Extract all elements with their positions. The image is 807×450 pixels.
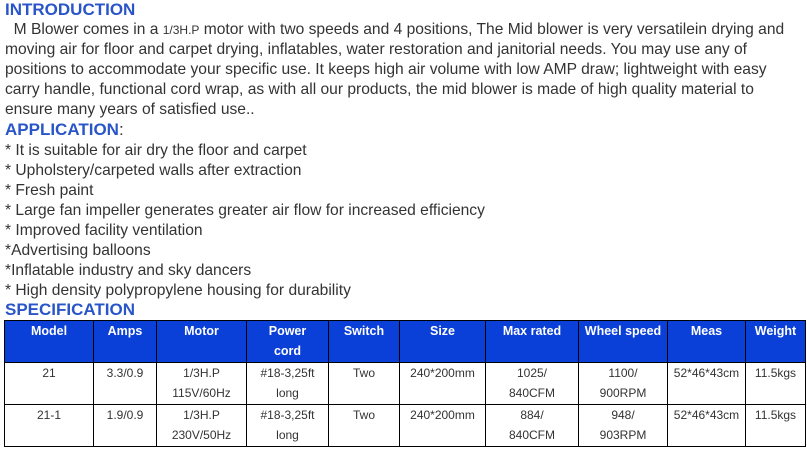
cell-amps: 3.3/0.9 — [94, 363, 157, 405]
power-cord-line2: cord — [273, 344, 302, 358]
list-item: * Upholstery/carpeted walls after extraction — [5, 162, 302, 179]
list-item: *Inflatable industry and sky dancers — [5, 262, 252, 279]
table-row — [5, 363, 806, 405]
cord-line2: long — [276, 386, 299, 400]
col-header-meas: Meas — [668, 321, 746, 363]
cell-model: 21 — [5, 363, 94, 405]
cell-power-cord — [247, 405, 329, 447]
application-heading-label: APPLICATION — [5, 120, 119, 139]
col-header-weight: Weight — [746, 321, 806, 363]
cell-power-cord — [247, 363, 329, 405]
col-header-wheel-speed: Wheel speed — [579, 321, 668, 363]
intro-text-rest: motor with two speeds and 4 positions, The Mid blower is very versatilein drying and moving air for floor and carpet drying, inflatables, water restoration and janitorial needs. You may use any of positions to accommodate your specific use. It keeps high air volume with low AMP draw; lightweight with easy carry handle, functional cord wrap, as with all our products, the mid blower is made of high quality material to ensure many years of satisfied use.. — [5, 21, 785, 118]
cell-max-rated — [486, 363, 579, 405]
speed-line2: 903RPM — [599, 428, 647, 442]
cell-weight: 11.5kgs — [746, 405, 806, 447]
speed-line1: 1100/ — [608, 366, 638, 380]
power-cord-line1: Power — [268, 324, 307, 338]
list-item: * High density polypropylene housing for durability — [5, 282, 351, 299]
table-header-row — [5, 321, 806, 363]
cell-meas: 52*46*43cm — [668, 363, 746, 405]
speed-line2: 900RPM — [599, 386, 647, 400]
rated-line1: 1025/ — [516, 366, 548, 380]
application-list — [5, 141, 485, 301]
col-header-max-rated: Max rated — [486, 321, 579, 363]
intro-text-lead: M Blower comes in a — [5, 21, 163, 38]
motor-line1: 1/3H.P — [183, 408, 220, 422]
cell-meas: 52*46*43cm — [668, 405, 746, 447]
list-item: * Fresh paint — [5, 182, 94, 199]
cell-size: 240*200mm — [400, 405, 486, 447]
intro-hp-label: 1/3H.P — [162, 23, 200, 37]
list-item: * Large fan impeller generates greater air flow for increased efficiency — [5, 202, 485, 219]
motor-line2: 115V/60Hz — [172, 386, 231, 400]
specification-heading: SPECIFICATION — [5, 300, 136, 319]
table-row — [5, 405, 806, 447]
col-header-motor: Motor — [157, 321, 247, 363]
introduction-heading: INTRODUCTION — [5, 0, 136, 19]
speed-line1: 948/ — [611, 408, 635, 422]
cell-switch: Two — [329, 405, 400, 447]
col-header-size: Size — [400, 321, 486, 363]
application-heading — [5, 120, 124, 140]
col-header-power-cord — [247, 321, 329, 363]
cell-wheel-speed — [579, 363, 668, 405]
list-item: * Improved facility ventilation — [5, 222, 203, 239]
cell-weight: 11.5kgs — [746, 363, 806, 405]
cell-motor — [157, 363, 247, 405]
motor-line2: 230V/50Hz — [171, 428, 232, 442]
col-header-switch: Switch — [329, 321, 400, 363]
cell-model: 21-1 — [5, 405, 94, 447]
specification-table — [4, 320, 806, 447]
list-item: * It is suitable for air dry the floor and carpet — [5, 142, 307, 159]
cell-wheel-speed — [579, 405, 668, 447]
col-header-model: Model — [5, 321, 94, 363]
cell-max-rated — [486, 405, 579, 447]
cord-line2: long — [276, 428, 299, 442]
col-header-amps: Amps — [94, 321, 157, 363]
rated-line2: 840CFM — [508, 428, 555, 442]
application-heading-colon: : — [118, 120, 124, 139]
cord-line1: #18-3,25ft — [260, 366, 315, 380]
rated-line1: 884/ — [520, 408, 544, 422]
cell-motor — [157, 405, 247, 447]
cell-switch: Two — [329, 363, 400, 405]
rated-line2: 840CFM — [508, 386, 555, 400]
cord-line1: #18-3,25ft — [260, 408, 315, 422]
cell-size: 240*200mm — [400, 363, 486, 405]
motor-line1: 1/3H.P — [183, 366, 220, 380]
list-item: *Advertising balloons — [5, 242, 151, 259]
cell-amps: 1.9/0.9 — [94, 405, 157, 447]
introduction-paragraph — [5, 20, 805, 120]
